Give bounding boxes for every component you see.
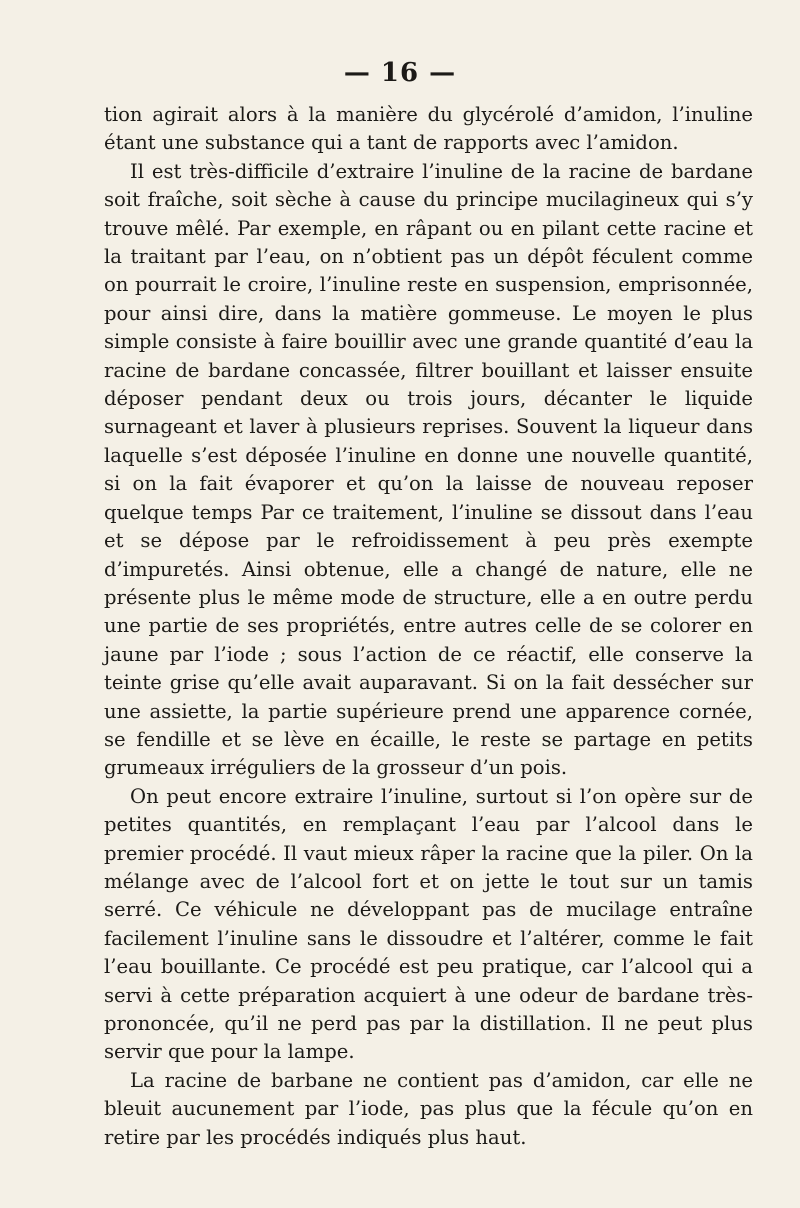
paragraph-continuation: tion agirait alors à la manière du glycérolé d’amidon, l’inuline étant une substance qui a tant de rapports avec l’amidon. — [104, 103, 753, 155]
paragraph-extraction-water: Il est très-difficile d’extraire l’inuline de la racine de bardane soit fraîche, soit sèche à cause du principe mucilagineux qui s’y trouve mêlé. Par exemple, en râpant ou en pilant cette racine et la traitant par l’eau, on n’obtient pas un dépôt féculent comme on pourrait le croire, l’inuline reste en suspension, emprisonnée, pour ainsi dire, dans la matière gommeuse. Le moyen le plus simple consiste à faire bouillir avec une grande quantité d’eau la racine de bardane concassée, filtrer bouillant et laisser ensuite déposer pendant deux ou trois jours, décanter le liquide surnageant et laver à plusieurs reprises. Souvent la liqueur dans laquelle s’est déposée l’inuline en donne une nouvelle quantité, si on la fait évaporer et qu’on la laisse de nouveau reposer quelque temps Par ce traitement, l’inuline se dissout dans l’eau et se dépose par le refroidissement à peu près exempte d’impuretés. Ainsi obtenue, elle a changé de nature, elle ne présente plus le même mode de structure, elle a en outre perdu une partie de ses propriétés, entre autres celle de se colorer en jaune par l’iode ; sous l’action de ce réactif, elle conserve la teinte grise qu’elle avait auparavant. Si on la fait dessécher sur une assiette, la partie supérieure prend une apparence cornée, se fendille et se lève en écaille, le reste se partage en petits grumeaux irréguliers de la grosseur d’un pois. — [104, 159, 753, 780]
body-text — [104, 101, 753, 1152]
paragraph-starch-test: La racine de barbane ne contient pas d’amidon, car elle ne bleuit aucunement par l’iode, pas plus que la fécule qu’on en retire par les procédés indiqués plus haut. — [104, 1068, 753, 1149]
page-number: — 16 — — [343, 58, 457, 88]
paragraph-extraction-alcohol: On peut encore extraire l’inuline, surtout si l’on opère sur de petites quantités, en remplaçant l’eau par l’alcool dans le premier procédé. Il vaut mieux râper la racine que la piler. On la mélange avec de l’alcool fort et on jette le tout sur un tamis serré. Ce véhicule ne développant pas de mucilage entraîne facilement l’inuline sans le dissoudre et l’altérer, comme le fait l’eau bouillante. Ce procédé est peu pratique, car l’alcool qui a servi à cette préparation acquiert à une odeur de bardane très-prononcée, qu’il ne perd pas par la distillation. Il ne peut plus servir que pour la lampe. — [104, 784, 753, 1064]
